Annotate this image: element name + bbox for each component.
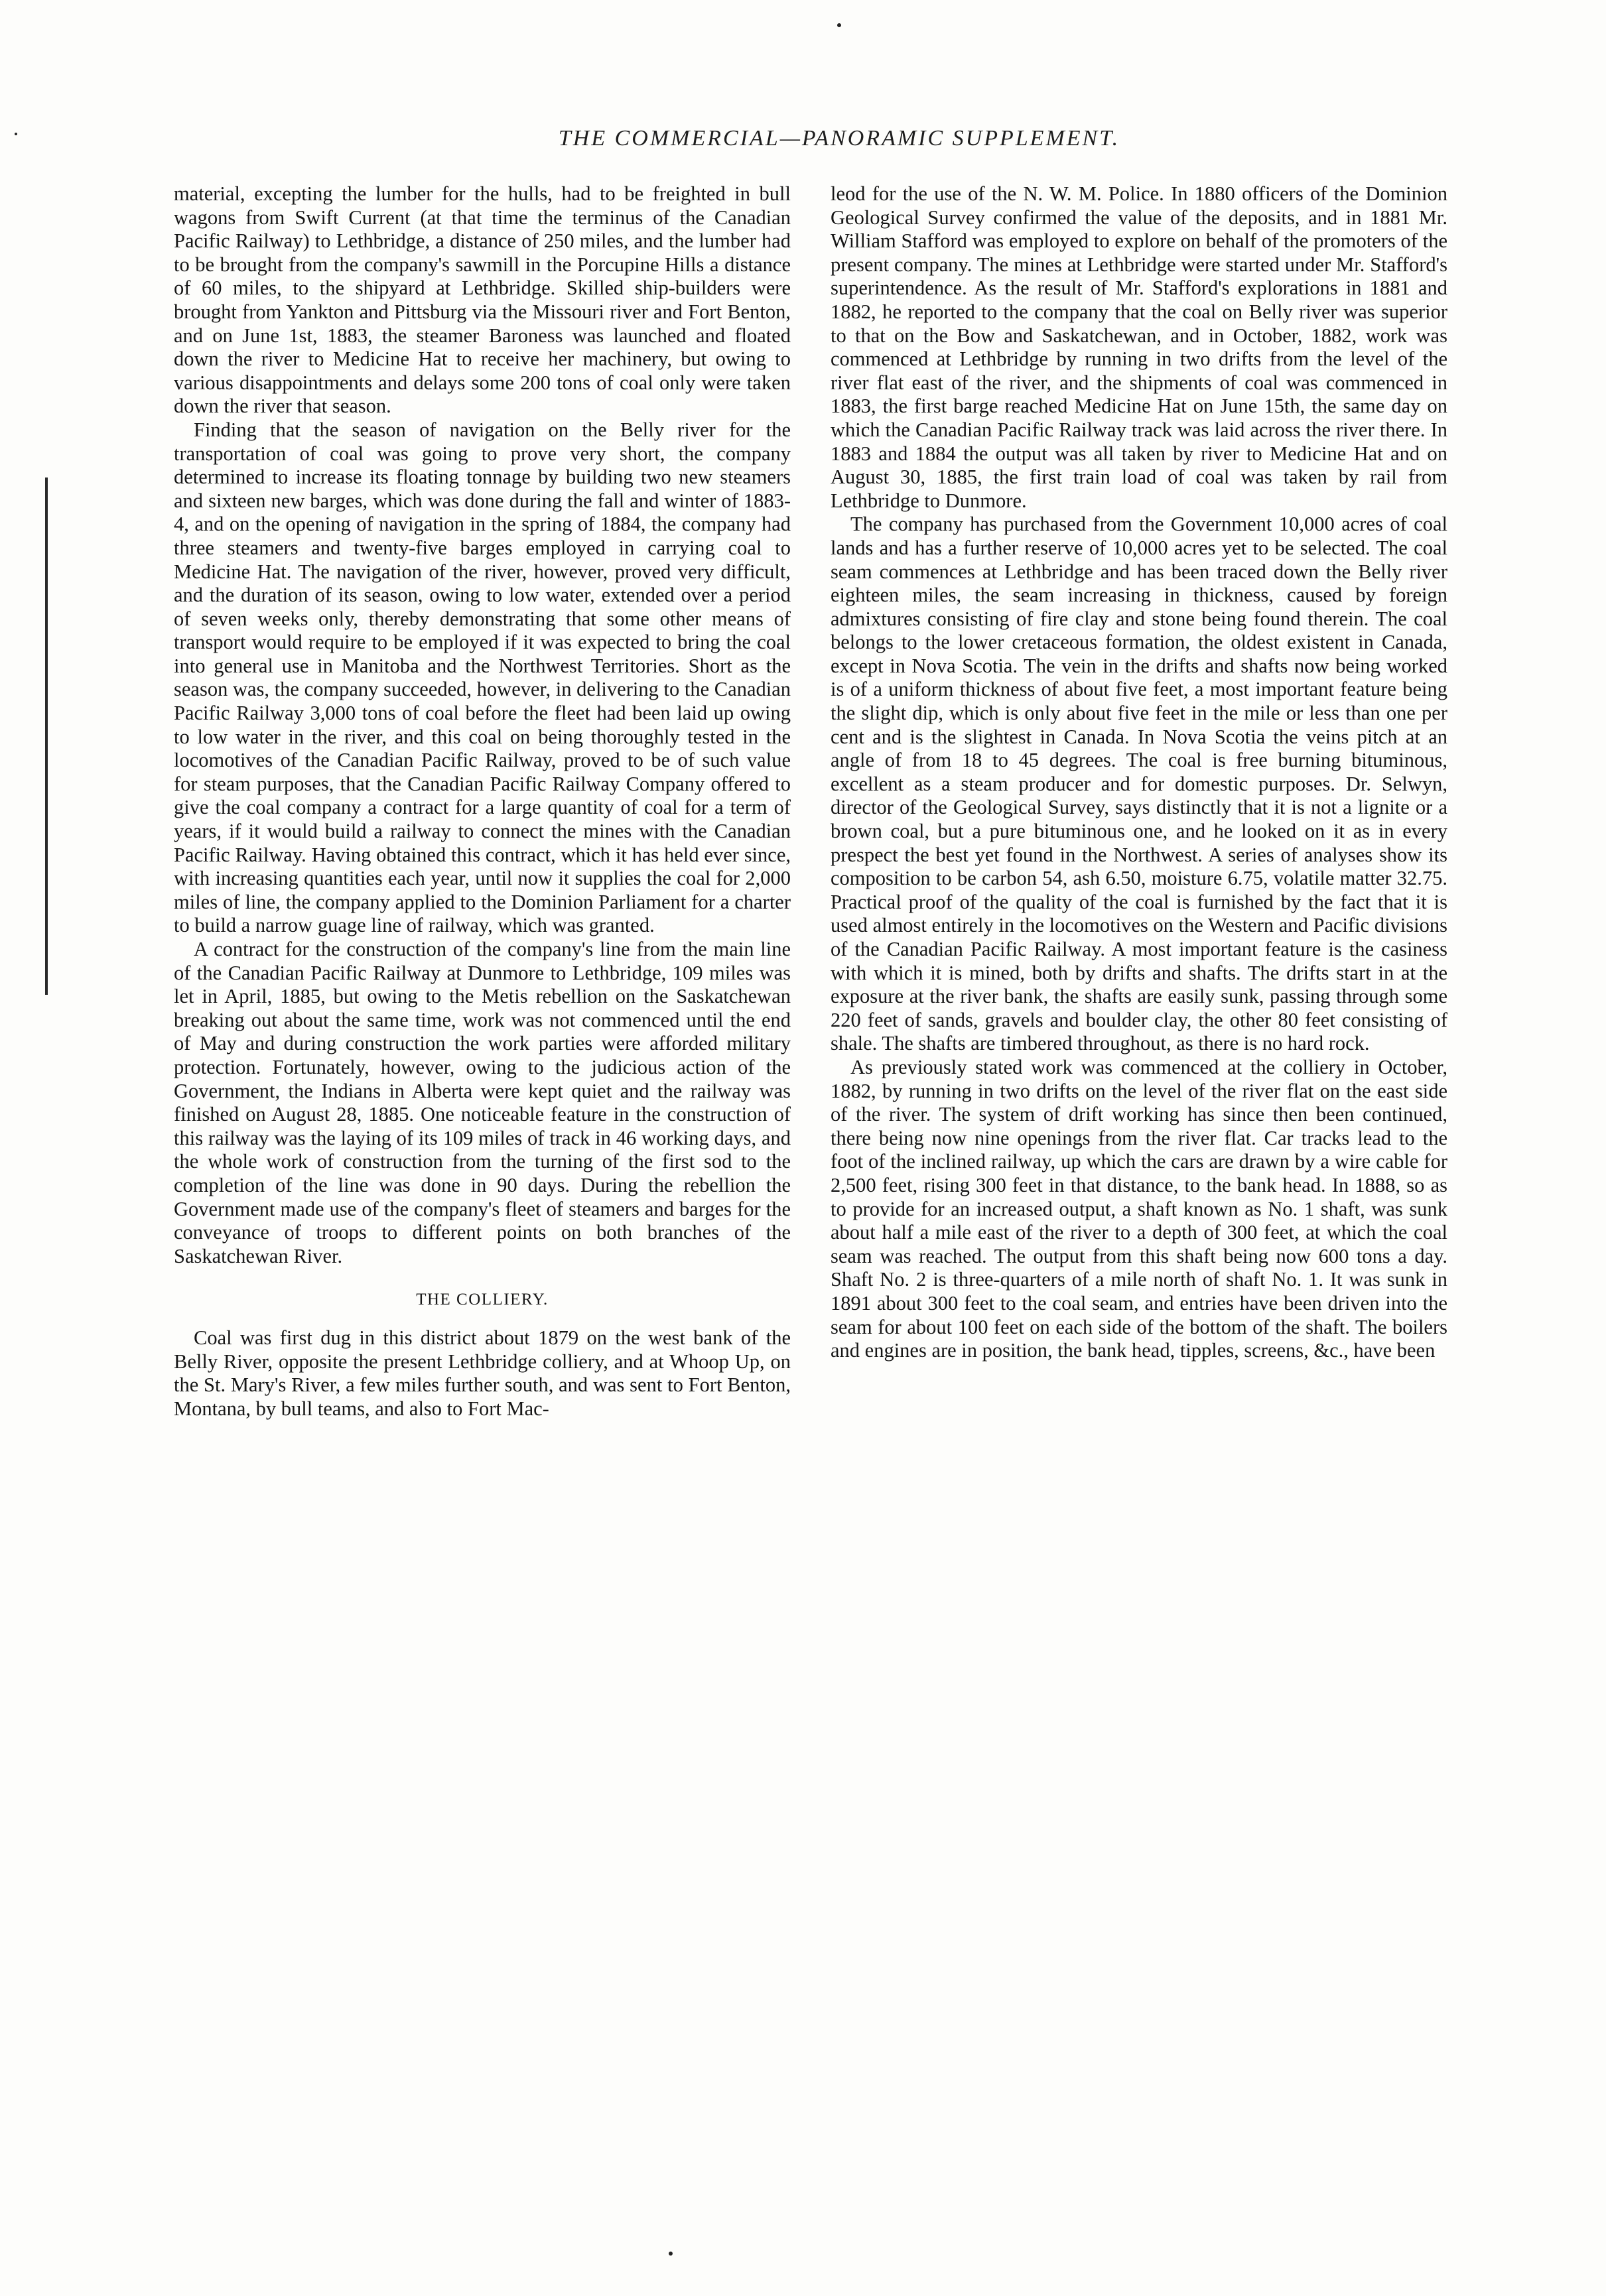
section-heading: THE COLLIERY. bbox=[416, 1291, 549, 1309]
margin-mark bbox=[45, 478, 48, 995]
paragraph: Finding that the season of navigation on the Belly river for the transportation of coal was going to prove very short, the company determined to increase its floating tonnage by building two new steamers and sixteen new barges, which was done during the fall and winter of 1883-4, and on the opening of navigation in the spring of 1884, the company had three steamers and twenty-five barges employed in carrying coal to Medicine Hat. The navigation of the river, however, proved very difficult, and the duration of its season, owing to low water, extended over a period of seven weeks only, thereby demonstrating that some other means of transport would require to be employed if it was expected to bring the coal into general use in Manitoba and the Northwest Territories. Short as the season was, the company succeeded, however, in delivering to the Canadian Pacific Railway 3,000 tons of coal before the fleet had been laid up owing to low water in the river, and this coal on being thoroughly tested in the locomotives of the Canadian Pacific Railway, proved to be of such value for steam purposes, that the Canadian Pacific Railway Company offered to give the coal company a contract for a large quantity of coal for a term of years, if it would build a railway to connect the mines with the Canadian Pacific Railway. Having obtained this contract, which it has held ever since, with increasing quantities each year, until now it supplies the coal for 2,000 miles of line, the company applied to the Dominion Parliament for a charter to build a narrow guage line of railway, which was granted. bbox=[174, 418, 791, 937]
bottom-speck bbox=[669, 2252, 673, 2256]
right-column bbox=[831, 182, 1447, 1363]
page-header: THE COMMERCIAL—PANORAMIC SUPPLEMENT. bbox=[558, 126, 1120, 151]
left-speck bbox=[15, 133, 17, 135]
paragraph: As previously stated work was commenced at the colliery in October, 1882, by running in two drifts on the level of the river flat on the east side of the river. The system of drift working has since then been continued, there being now nine openings from the river flat. Car tracks lead to the foot of the inclined railway, up which the cars are drawn by a wire cable for 2,500 feet, rising 300 feet in that distance, to the bank head. In 1888, so as to provide for an increased output, a shaft known as No. 1 shaft, was sunk about half a mile east of the river to a depth of 300 feet, at which the coal seam was reached. The output from this shaft being now 600 tons a day. Shaft No. 2 is three-quarters of a mile north of shaft No. 1. It was sunk in 1891 about 300 feet to the coal seam, and entries have been driven into the seam for about 100 feet on each side of the bottom of the shaft. The boilers and engines are in position, the bank head, tipples, screens, &c., have been bbox=[831, 1055, 1447, 1362]
paragraph: A contract for the construction of the company's line from the main line of the Canadian Pacific Railway at Dunmore to Lethbridge, 109 miles was let in April, 1885, but owing to the Metis rebellion on the Saskatchewan breaking out about the same time, work was not commenced until the end of May and during construction the work parties were afforded military protection. Fortunately, however, owing to the judicious action of the Government, the Indians in Alberta were kept quiet and the railway was finished on August 28, 1885. One noticeable feature in the construction of this railway was the laying of its 109 miles of track in 46 working days, and the whole work of construction from the turning of the first sod to the completion of the line was done in 90 days. During the rebellion the Government made use of the company's fleet of steamers and barges for the conveyance of troops to different points on both branches of the Saskatchewan River. bbox=[174, 938, 791, 1267]
paragraph: material, excepting the lumber for the hulls, had to be freighted in bull wagons from Swift Current (at that time the terminus of the Canadian Pacific Railway) to Lethbridge, a distance of 250 miles, and the lumber had to be brought from the company's sawmill in the Porcupine Hills a distance of 60 miles, to the shipyard at Lethbridge. Skilled ship-builders were brought from Yankton and Pittsburg via the Missouri river and Fort Benton, and on June 1st, 1883, the steamer Baroness was launched and floated down the river to Medicine Hat to receive her machinery, but owing to various disappointments and delays some 200 tons of coal only were taken down the river that season. bbox=[174, 182, 791, 418]
paragraph: The company has purchased from the Government 10,000 acres of coal lands and has a further reserve of 10,000 acres yet to be selected. The coal seam commences at Lethbridge and has been traced down the Belly river eighteen miles, the seam increasing in thickness, caused by foreign admixtures consisting of fire clay and stone being found therein. The coal belongs to the lower cretaceous formation, the oldest existent in Canada, except in Nova Scotia. The vein in the drifts and shafts now being worked is of a uniform thickness of about five feet, a most important feature being the slight dip, which is only about five feet in the mile or less than one per cent and is the slightest in Canada. In Nova Scotia the veins pitch at an angle of from 18 to 45 degrees. The coal is free burning bituminous, excellent as a steam producer and for domestic purposes. Dr. Selwyn, director of the Geological Survey, says distinctly that it is not a lignite or a brown coal, but a pure bituminous one, and he looked on it as in every prespect the best yet found in the Northwest. A series of analyses show its composition to be carbon 54, ash 6.50, moisture 6.75, volatile matter 32.75. Practical proof of the quality of the coal is furnished by the fact that it is used almost entirely in the locomotives on the Western and Pacific divisions of the Canadian Pacific Railway. A most important feature is the casiness with which it is mined, both by drifts and shafts. The drifts start in at the exposure at the river bank, the shafts are easily sunk, passing through some 220 feet of sands, gravels and boulder clay, the other 80 feet consisting of shale. The shafts are timbered throughout, as there is no hard rock. bbox=[831, 513, 1447, 1055]
left-column bbox=[174, 182, 791, 1421]
paragraph: leod for the use of the N. W. M. Police. In 1880 officers of the Dominion Geological Survey confirmed the value of the deposits, and in 1881 Mr. William Stafford was employed to explore on behalf of the promoters of the present company. The mines at Lethbridge were started under Mr. Stafford's superintendence. As the result of Mr. Stafford's explorations in 1881 and 1882, he reported to the company that the coal on Belly river was superior to that on the Bow and Saskatchewan, and in October, 1882, work was commenced at Lethbridge by running in two drifts from the level of the river flat east of the river, and the shipments of coal was commenced in 1883, the first barge reached Medicine Hat on June 15th, the same day on which the Canadian Pacific Railway track was laid across the river there. In 1883 and 1884 the output was all taken by river to Medicine Hat and on August 30, 1885, the first train load of coal was taken by rail from Lethbridge to Dunmore. bbox=[831, 182, 1447, 512]
top-speck bbox=[837, 23, 841, 27]
paragraph: Coal was first dug in this district about 1879 on the west bank of the Belly River, opposite the present Lethbridge colliery, and at Whoop Up, on the St. Mary's River, a few miles further south, and was sent to Fort Benton, Montana, by bull teams, and also to Fort Mac- bbox=[174, 1326, 791, 1420]
